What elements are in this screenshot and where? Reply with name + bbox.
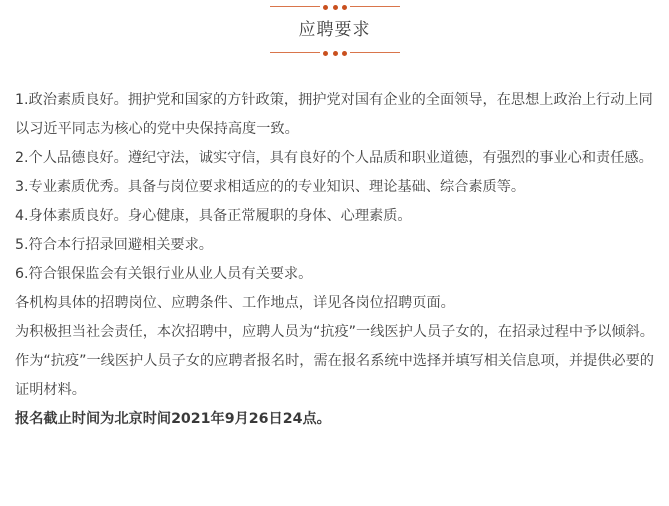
bottom-ornament-divider (270, 48, 400, 58)
requirement-item-1: 1.政治素质良好。拥护党和国家的方针政策，拥护党对国有企业的全面领导，在思想上政治上行动上同以习近平同志为核心的党中央保持高度一致。 (15, 92, 653, 137)
requirement-item-2: 2.个人品德良好。遵纪守法，诚实守信，具有良好的个人品质和职业道德，有强烈的事业心和责任感。 (15, 150, 653, 166)
ornament-dot (333, 5, 338, 10)
section-title: 应聘要求 (298, 20, 371, 40)
priority-note: 为积极担当社会责任，本次招聘中，应聘人员为“抗疫”一线医护人员子女的，在招录过程中予以倾斜。作为“抗疫”一线医护人员子女的应聘者报名时，需在报名系统中选择并填写相关信息项，并提供必要的证明材料。 (15, 324, 654, 398)
ornament-line (350, 6, 400, 7)
requirement-item-6: 6.符合银保监会有关银行业从业人员有关要求。 (15, 266, 313, 282)
ornament-line (270, 52, 320, 53)
ornament-dot (323, 51, 328, 56)
section-header (0, 0, 669, 70)
top-ornament-divider (270, 2, 400, 12)
requirement-item-4: 4.身体素质良好。身心健康，具备正常履职的身体、心理素质。 (15, 208, 412, 224)
ornament-dots (323, 3, 347, 11)
ornament-dot (342, 5, 347, 10)
ornament-dot (333, 51, 338, 56)
positions-note: 各机构具体的招聘岗位、应聘条件、工作地点，详见各岗位招聘页面。 (15, 295, 455, 311)
ornament-line (270, 6, 320, 7)
ornament-dots (323, 49, 347, 57)
ornament-line (350, 52, 400, 53)
requirement-item-3: 3.专业素质优秀。具备与岗位要求相适应的的专业知识、理论基础、综合素质等。 (15, 179, 526, 195)
requirement-item-5: 5.符合本行招录回避相关要求。 (15, 237, 213, 253)
ornament-dot (342, 51, 347, 56)
deadline-note: 报名截止时间为北京时间2021年9月26日24点。 (15, 411, 331, 427)
requirements-content (15, 86, 658, 434)
ornament-dot (323, 5, 328, 10)
